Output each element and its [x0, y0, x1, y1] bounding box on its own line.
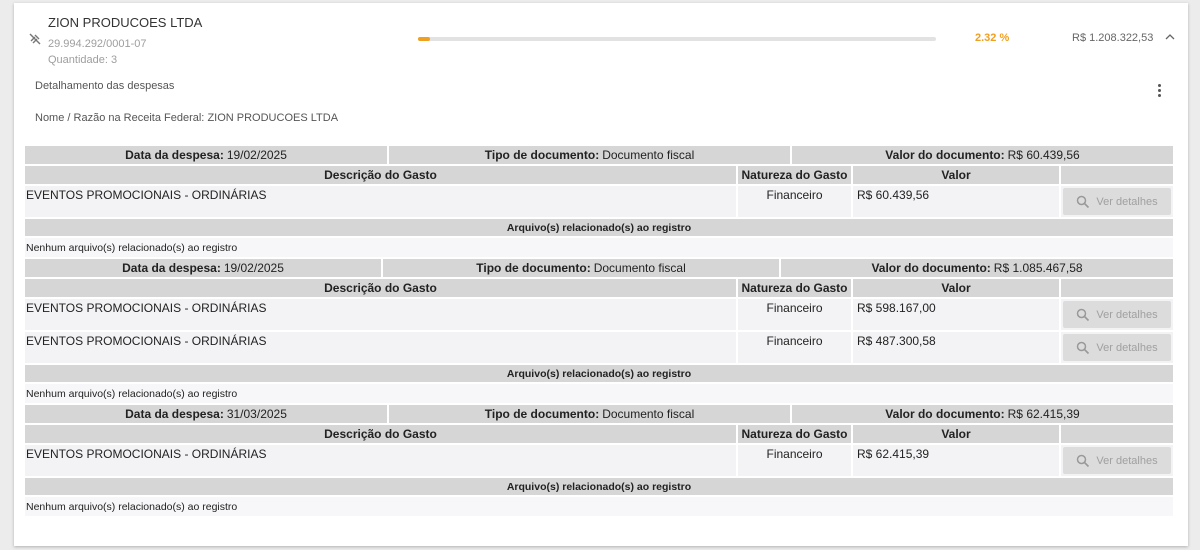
files-row	[24, 383, 1174, 404]
files-empty-text: Nenhum arquivo(s) relacionado(s) ao registro	[24, 383, 1174, 404]
view-details-button[interactable]: Ver detalhes	[1063, 188, 1171, 215]
expense-doc-value: Valor do documento: R$ 62.415,39	[791, 404, 1174, 424]
quantity-label: Quantidade: 3	[48, 54, 118, 66]
razao-social	[35, 112, 338, 124]
razao-value: ZION PRODUCOES LTDA	[207, 112, 339, 124]
card-header[interactable]	[14, 3, 1188, 73]
section-title: Detalhamento das despesas	[35, 80, 175, 92]
chevron-up-icon[interactable]	[1164, 31, 1176, 43]
search-icon	[1076, 195, 1090, 209]
item-description: EVENTOS PROMOCIONAIS - ORDINÁRIAS	[24, 298, 737, 331]
expense-card	[14, 3, 1188, 546]
view-details-button[interactable]: Ver detalhes	[1063, 334, 1171, 361]
view-details-button[interactable]: Ver detalhes	[1063, 301, 1171, 328]
expense-doc-value: Valor do documento: R$ 1.085.467,58	[780, 258, 1174, 278]
col-nature: Natureza do Gasto	[737, 165, 852, 185]
share-percent: 2.32 %	[975, 32, 1010, 44]
item-nature: Financeiro	[737, 185, 852, 218]
files-empty-text: Nenhum arquivo(s) relacionado(s) ao registro	[24, 496, 1174, 517]
view-details-button[interactable]: Ver detalhes	[1063, 447, 1171, 474]
expense-header-row	[24, 404, 1174, 424]
files-header: Arquivo(s) relacionado(s) ao registro	[24, 364, 1174, 383]
files-row	[24, 496, 1174, 517]
item-value: R$ 487.300,58	[852, 331, 1060, 364]
col-value: Valor	[852, 278, 1060, 298]
col-action	[1060, 165, 1174, 185]
col-action	[1060, 424, 1174, 444]
link-off-icon	[27, 31, 43, 47]
files-header: Arquivo(s) relacionado(s) ao registro	[24, 218, 1174, 237]
table-row	[24, 298, 1174, 331]
item-action	[1060, 331, 1174, 364]
expenses-table	[24, 145, 1174, 517]
item-value: R$ 598.167,00	[852, 298, 1060, 331]
razao-label: Nome / Razão na Receita Federal:	[35, 112, 205, 124]
files-header-row	[24, 477, 1174, 496]
col-value: Valor	[852, 424, 1060, 444]
search-icon	[1076, 308, 1090, 322]
col-value: Valor	[852, 165, 1060, 185]
col-description: Descrição do Gasto	[24, 165, 737, 185]
expense-date: Data da despesa: 19/02/2025	[24, 258, 382, 278]
files-header-row	[24, 364, 1174, 383]
col-description: Descrição do Gasto	[24, 424, 737, 444]
item-description: EVENTOS PROMOCIONAIS - ORDINÁRIAS	[24, 444, 737, 477]
table-row	[24, 331, 1174, 364]
item-value: R$ 62.415,39	[852, 444, 1060, 477]
col-action	[1060, 278, 1174, 298]
search-icon	[1076, 454, 1090, 468]
col-nature: Natureza do Gasto	[737, 424, 852, 444]
table-row	[24, 185, 1174, 218]
column-header-row	[24, 278, 1174, 298]
company-name: ZION PRODUCOES LTDA	[48, 15, 203, 30]
item-action	[1060, 444, 1174, 477]
expense-doc-type: Tipo de documento: Documento fiscal	[388, 404, 791, 424]
column-header-row	[24, 165, 1174, 185]
expense-header-row	[24, 258, 1174, 278]
expense-header-row	[24, 145, 1174, 165]
item-nature: Financeiro	[737, 331, 852, 364]
item-nature: Financeiro	[737, 298, 852, 331]
expense-doc-type: Tipo de documento: Documento fiscal	[388, 145, 791, 165]
expense-doc-value: Valor do documento: R$ 60.439,56	[791, 145, 1174, 165]
table-row	[24, 444, 1174, 477]
column-header-row	[24, 424, 1174, 444]
item-description: EVENTOS PROMOCIONAIS - ORDINÁRIAS	[24, 331, 737, 364]
files-header-row	[24, 218, 1174, 237]
item-nature: Financeiro	[737, 444, 852, 477]
search-icon	[1076, 341, 1090, 355]
company-cnpj: 29.994.292/0001-07	[48, 38, 147, 50]
total-amount: R$ 1.208.322,53	[1072, 32, 1154, 44]
share-progress-bar	[418, 37, 936, 41]
col-description: Descrição do Gasto	[24, 278, 737, 298]
expense-date: Data da despesa: 19/02/2025	[24, 145, 388, 165]
item-description: EVENTOS PROMOCIONAIS - ORDINÁRIAS	[24, 185, 737, 218]
expense-date: Data da despesa: 31/03/2025	[24, 404, 388, 424]
item-value: R$ 60.439,56	[852, 185, 1060, 218]
expense-doc-type: Tipo de documento: Documento fiscal	[382, 258, 780, 278]
files-header: Arquivo(s) relacionado(s) ao registro	[24, 477, 1174, 496]
more-options-icon[interactable]	[1152, 82, 1166, 100]
col-nature: Natureza do Gasto	[737, 278, 852, 298]
files-empty-text: Nenhum arquivo(s) relacionado(s) ao registro	[24, 237, 1174, 258]
share-progress-fill	[418, 37, 430, 41]
item-action	[1060, 185, 1174, 218]
files-row	[24, 237, 1174, 258]
item-action	[1060, 298, 1174, 331]
